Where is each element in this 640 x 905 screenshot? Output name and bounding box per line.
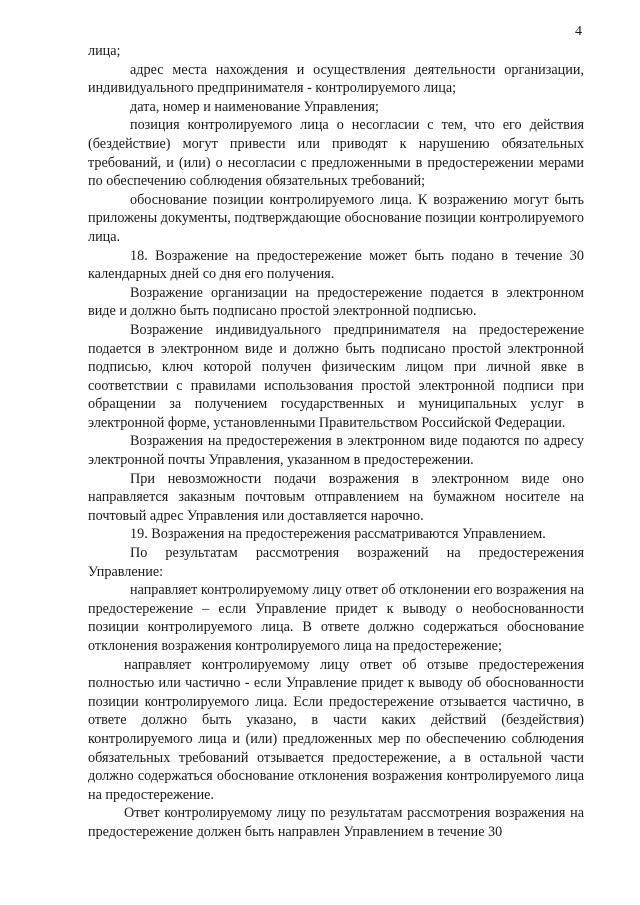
page-number: 4 [575, 24, 582, 39]
paragraph: направляет контролируемому лицу ответ об отзыве предостережения полностью или частично - если Управление придет к выводу об обоснованности позиции контролируемого лица. Если предостережение отзывается частично, в ответе должно быть указано, в части каких действий (бездействия) контролируемого лица и (или) предложенных мер по обеспечению соблюдения обязательных требований отзывается предостережение, а в остальной части должно содержаться обоснование отклонения возражения контролируемого лица на предостережение. [88, 656, 584, 803]
paragraph: По результатам рассмотрения возражений на предостережения Управление: [88, 545, 584, 580]
paragraph: позиция контролируемого лица о несогласии с тем, что его действия (бездействие) могут привести или приводят к нарушению обязательных требований, и (или) о несогласии с предложенными в предостережении мерами по обеспечению соблюдения обязательных требований; [88, 117, 584, 190]
paragraph: Возражения на предостережения в электронном виде подаются по адресу электронной почты Управления, указанном в предостережении. [88, 433, 584, 469]
paragraph: При невозможности подачи возражения в электронном виде оно направляется заказным почтовым отправлением на бумажном носителе на почтовый адрес Управления или доставляется нарочно. [88, 470, 584, 524]
paragraph: направляет контролируемому лицу ответ об отклонении его возражения на предостережение – если Управление придет к выводу о необоснованности позиции контролируемого лица. В ответе должно содержаться обоснование отклонения возражения контролируемого лица на предостережение; [88, 582, 584, 654]
paragraph: лица; [88, 43, 121, 59]
paragraph: Возражение организации на предостережение подается в электронном виде и должно быть подписано простой электронной подписью. [88, 284, 584, 320]
paragraph: дата, номер и наименование Управления; [130, 98, 379, 115]
paragraph: адрес места нахождения и осуществления деятельности организации, индивидуального предпринимателя - контролируемого лица; [88, 61, 584, 97]
document-body [88, 42, 584, 842]
paragraph: Возражение индивидуального предпринимателя на предостережение подается в электронном виде и должно быть подписано простой электронной подписью, ключ которой получен физическим лицом при личной явке в соответствии с правилами использования простой электронной подписи при обращении за получением государственных и муниципальных услуг в электронной форме, установленными Правительством Российской Федерации. [88, 321, 584, 431]
paragraph: Ответ контролируемому лицу по результатам рассмотрения возражения на предостережение должен быть направлен Управлением в течение 30 [88, 805, 584, 840]
paragraph: обоснование позиции контролируемого лица. К возражению могут быть приложены документы, подтверждающие обоснование позиции контролируемого лица. [88, 191, 584, 245]
paragraph: 19. Возражения на предостережения рассматриваются Управлением. [130, 526, 546, 543]
paragraph: 18. Возражение на предостережение может быть подано в течение 30 календарных дней со дня его получения. [88, 247, 584, 283]
